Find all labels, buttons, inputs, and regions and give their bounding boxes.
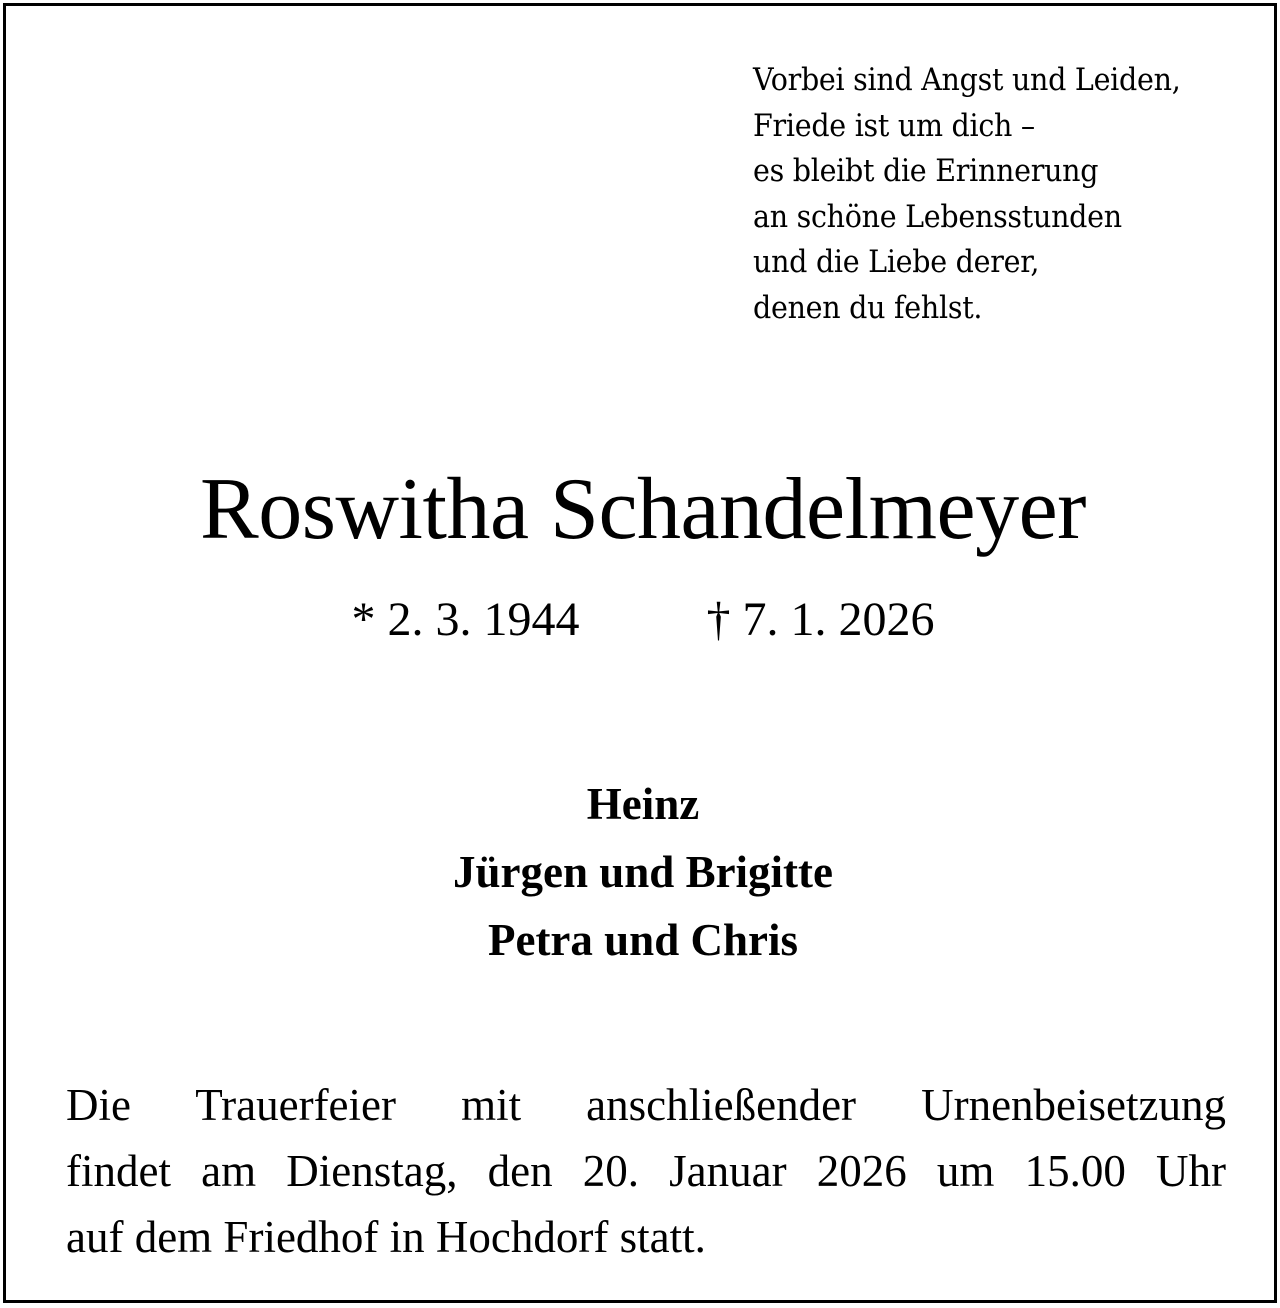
- poem-line: denen du fehlst.: [753, 289, 983, 326]
- life-dates: [6, 590, 1280, 650]
- poem-line: an schöne Lebensstunden: [753, 198, 1122, 235]
- mourner-name: Jürgen und Brigitte: [452, 847, 834, 897]
- birth-date: * 2. 3. 1944: [351, 593, 580, 646]
- notice-line: auf dem Friedhof in Hochdorf statt.: [66, 1212, 706, 1262]
- mourner-name: Petra und Chris: [487, 915, 798, 965]
- poem-line: es bleibt die Erinnerung: [753, 153, 1099, 190]
- funeral-notice: [66, 1072, 1226, 1270]
- death-date: † 7. 1. 2026: [706, 593, 935, 646]
- obituary-frame: [3, 3, 1277, 1303]
- deceased-name: Roswitha Schandelmeyer: [200, 461, 1086, 558]
- poem-line: Vorbei sind Angst und Leiden,: [753, 62, 1181, 98]
- notice-line: Die Trauerfeier mit anschließender Urnenbeisetzung: [66, 1080, 1226, 1130]
- mourners-list: [6, 770, 1280, 974]
- poem-line: und die Liebe derer,: [753, 244, 1040, 281]
- mourner-name: Heinz: [586, 779, 700, 829]
- poem-line: Friede ist um dich –: [753, 107, 1035, 144]
- notice-line: findet am Dienstag, den 20. Januar 2026 um 15.00 Uhr: [66, 1146, 1226, 1196]
- poem-block: [753, 58, 1213, 332]
